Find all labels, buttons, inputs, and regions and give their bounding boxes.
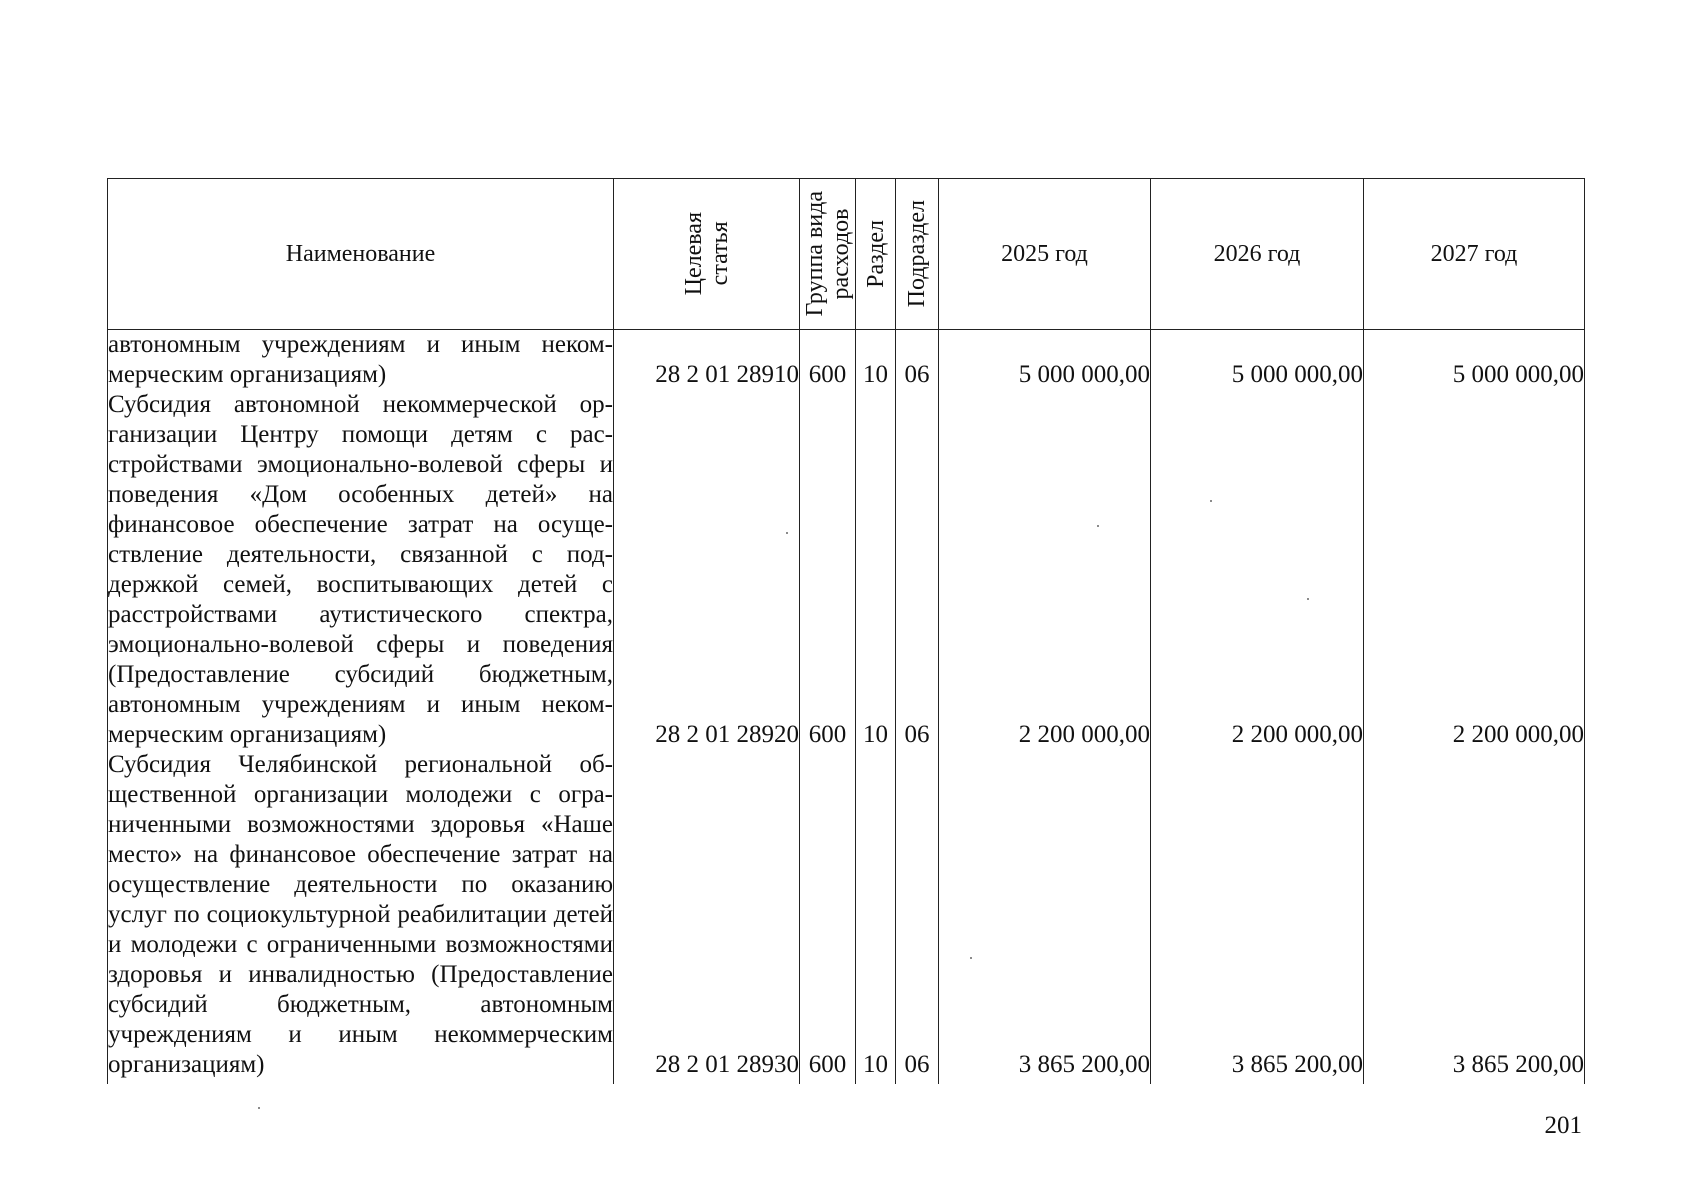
header-subsection [896, 179, 939, 330]
table-row [108, 750, 1585, 1084]
header-expense-group [800, 179, 856, 330]
row-description: Субсидия Челябинской региональной общественной организации молодежи с ограниченными возможностями здоровья «Наше место» на финансовое обеспечение затрат на осуществление деятельности по оказанию услуг по социокультурной реабилитации детей и молодежи с ограниченными возможностями здоровья и инвалидностью (Предоставление субсидий бюджетным, автономным учреждениям и иным некоммерческим организациям) [108, 750, 614, 1084]
table-header-row [108, 179, 1585, 330]
row-subsection: 06 [896, 390, 939, 750]
row-amount-2025: 3 865 200,00 [939, 750, 1151, 1084]
header-year-2025: 2025 год [939, 179, 1151, 330]
scan-speck [970, 957, 972, 959]
row-amount-2026: 5 000 000,00 [1151, 330, 1364, 391]
row-expense-group: 600 [800, 750, 856, 1084]
row-target-item: 28 2 01 28920 [614, 390, 800, 750]
row-section: 10 [856, 750, 896, 1084]
row-section: 10 [856, 330, 896, 391]
scan-speck [258, 1107, 260, 1109]
header-subsection-label: Подраздел [904, 200, 930, 308]
row-amount-2026: 2 200 000,00 [1151, 390, 1364, 750]
budget-table [107, 178, 1585, 1084]
table-row [108, 330, 1585, 391]
header-year-2027: 2027 год [1364, 179, 1585, 330]
row-description: Субсидия автономной некоммерческой организации Центру помощи детям с расстройствами эмоционально-волевой сферы и поведения «Дом особенных детей» на финансовое обеспечение затрат на осуществление деятельности, связанной с поддержкой семей, воспитывающих детей с расстройствами аутистического спектра, эмоционально-волевой сферы и поведения (Предоставление субсидий бюджетным, автономным учреждениям и иным некоммерческим организациям) [108, 391, 613, 748]
row-subsection: 06 [896, 750, 939, 1084]
header-target-item [614, 179, 800, 330]
row-expense-group: 600 [800, 390, 856, 750]
scan-speck [1097, 525, 1099, 527]
row-amount-2025: 5 000 000,00 [939, 330, 1151, 391]
row-target-item: 28 2 01 28910 [614, 330, 800, 391]
row-amount-2027: 5 000 000,00 [1364, 330, 1585, 391]
scan-speck [1307, 598, 1309, 600]
row-amount-2027: 3 865 200,00 [1364, 750, 1585, 1084]
row-target-item: 28 2 01 28930 [614, 750, 800, 1084]
scan-speck [1210, 500, 1212, 502]
header-expense-group-label: Группа вида расходов [801, 191, 854, 317]
header-name: Наименование [108, 179, 614, 330]
page-number: 201 [1544, 1112, 1582, 1139]
header-section-label: Раздел [862, 220, 889, 288]
row-amount-2027: 2 200 000,00 [1364, 390, 1585, 750]
row-description: автономным учреждениям и иным некоммерческим организациям) [108, 331, 613, 388]
header-target-item-label: Целевая статья [680, 212, 733, 296]
row-section: 10 [856, 390, 896, 750]
header-year-2026: 2026 год [1151, 179, 1364, 330]
row-expense-group: 600 [800, 330, 856, 391]
row-amount-2025: 2 200 000,00 [939, 390, 1151, 750]
header-section [856, 179, 896, 330]
scan-speck [786, 532, 788, 534]
table-row [108, 390, 1585, 750]
row-subsection: 06 [896, 330, 939, 391]
row-amount-2026: 3 865 200,00 [1151, 750, 1364, 1084]
